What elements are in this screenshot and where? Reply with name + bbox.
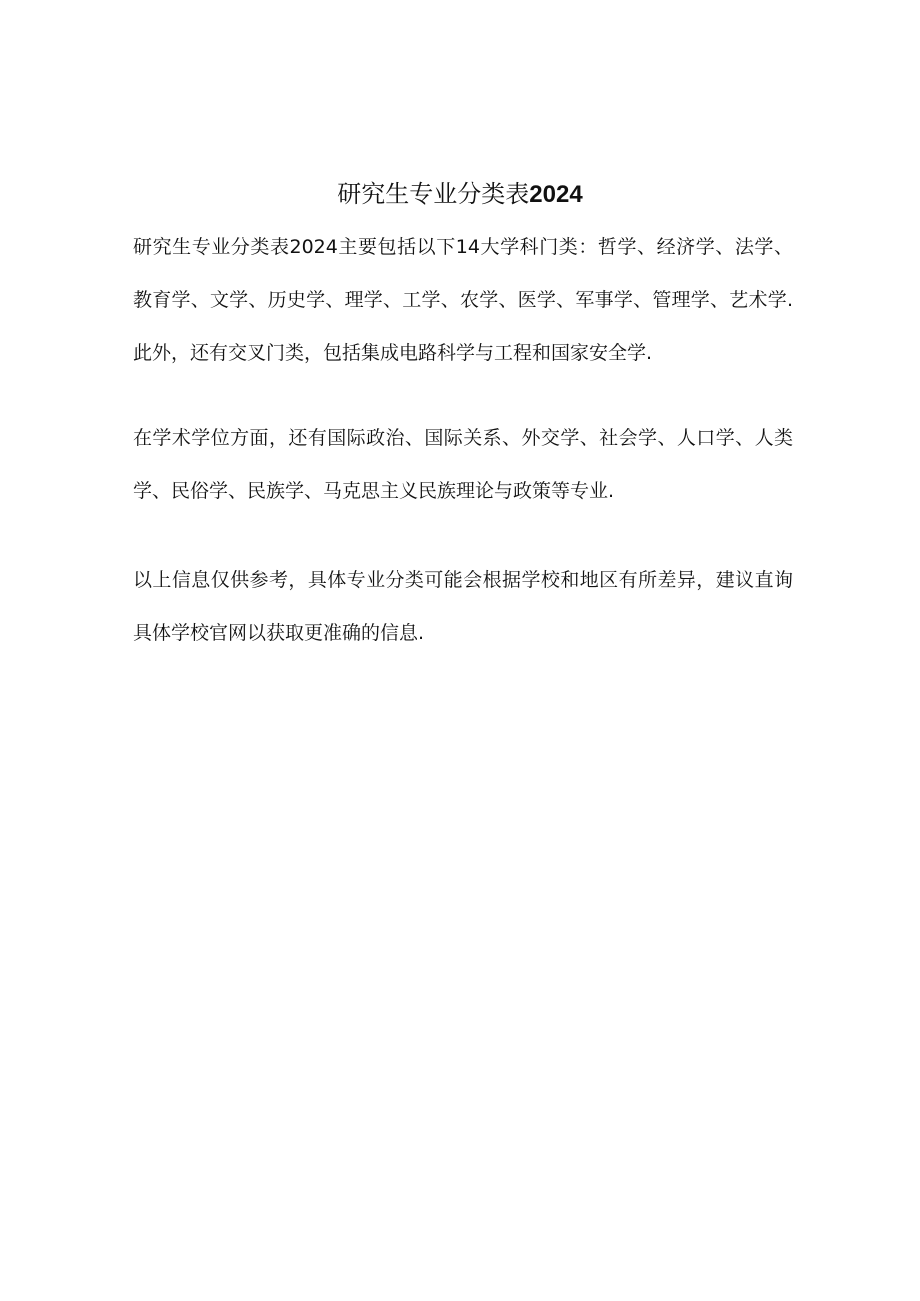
paragraph-academic-degrees: 在学术学位方面，还有国际政治、国际关系、外交学、社会学、人口学、人类学、民俗学、民族学、马克思主义民族理论与政策等专业. [133,427,793,502]
title-year: 2024 [529,181,583,208]
paragraph-disclaimer: 以上信息仅供参考，具体专业分类可能会根据学校和地区有所差异，建议直询具体学校官网以获取更准确的信息. [133,569,793,644]
paragraph-disciplines: 研究生专业分类表2024主要包括以下14大学科门类：哲学、经济学、法学、教育学、文学、历史学、理学、工学、农学、医学、军事学、管理学、艺术学.此外，还有交叉门类，包括集成电路科学与工程和国家安全学. [133,236,793,364]
title-main: 研究生专业分类表 [337,180,530,208]
page-title [0,176,920,213]
